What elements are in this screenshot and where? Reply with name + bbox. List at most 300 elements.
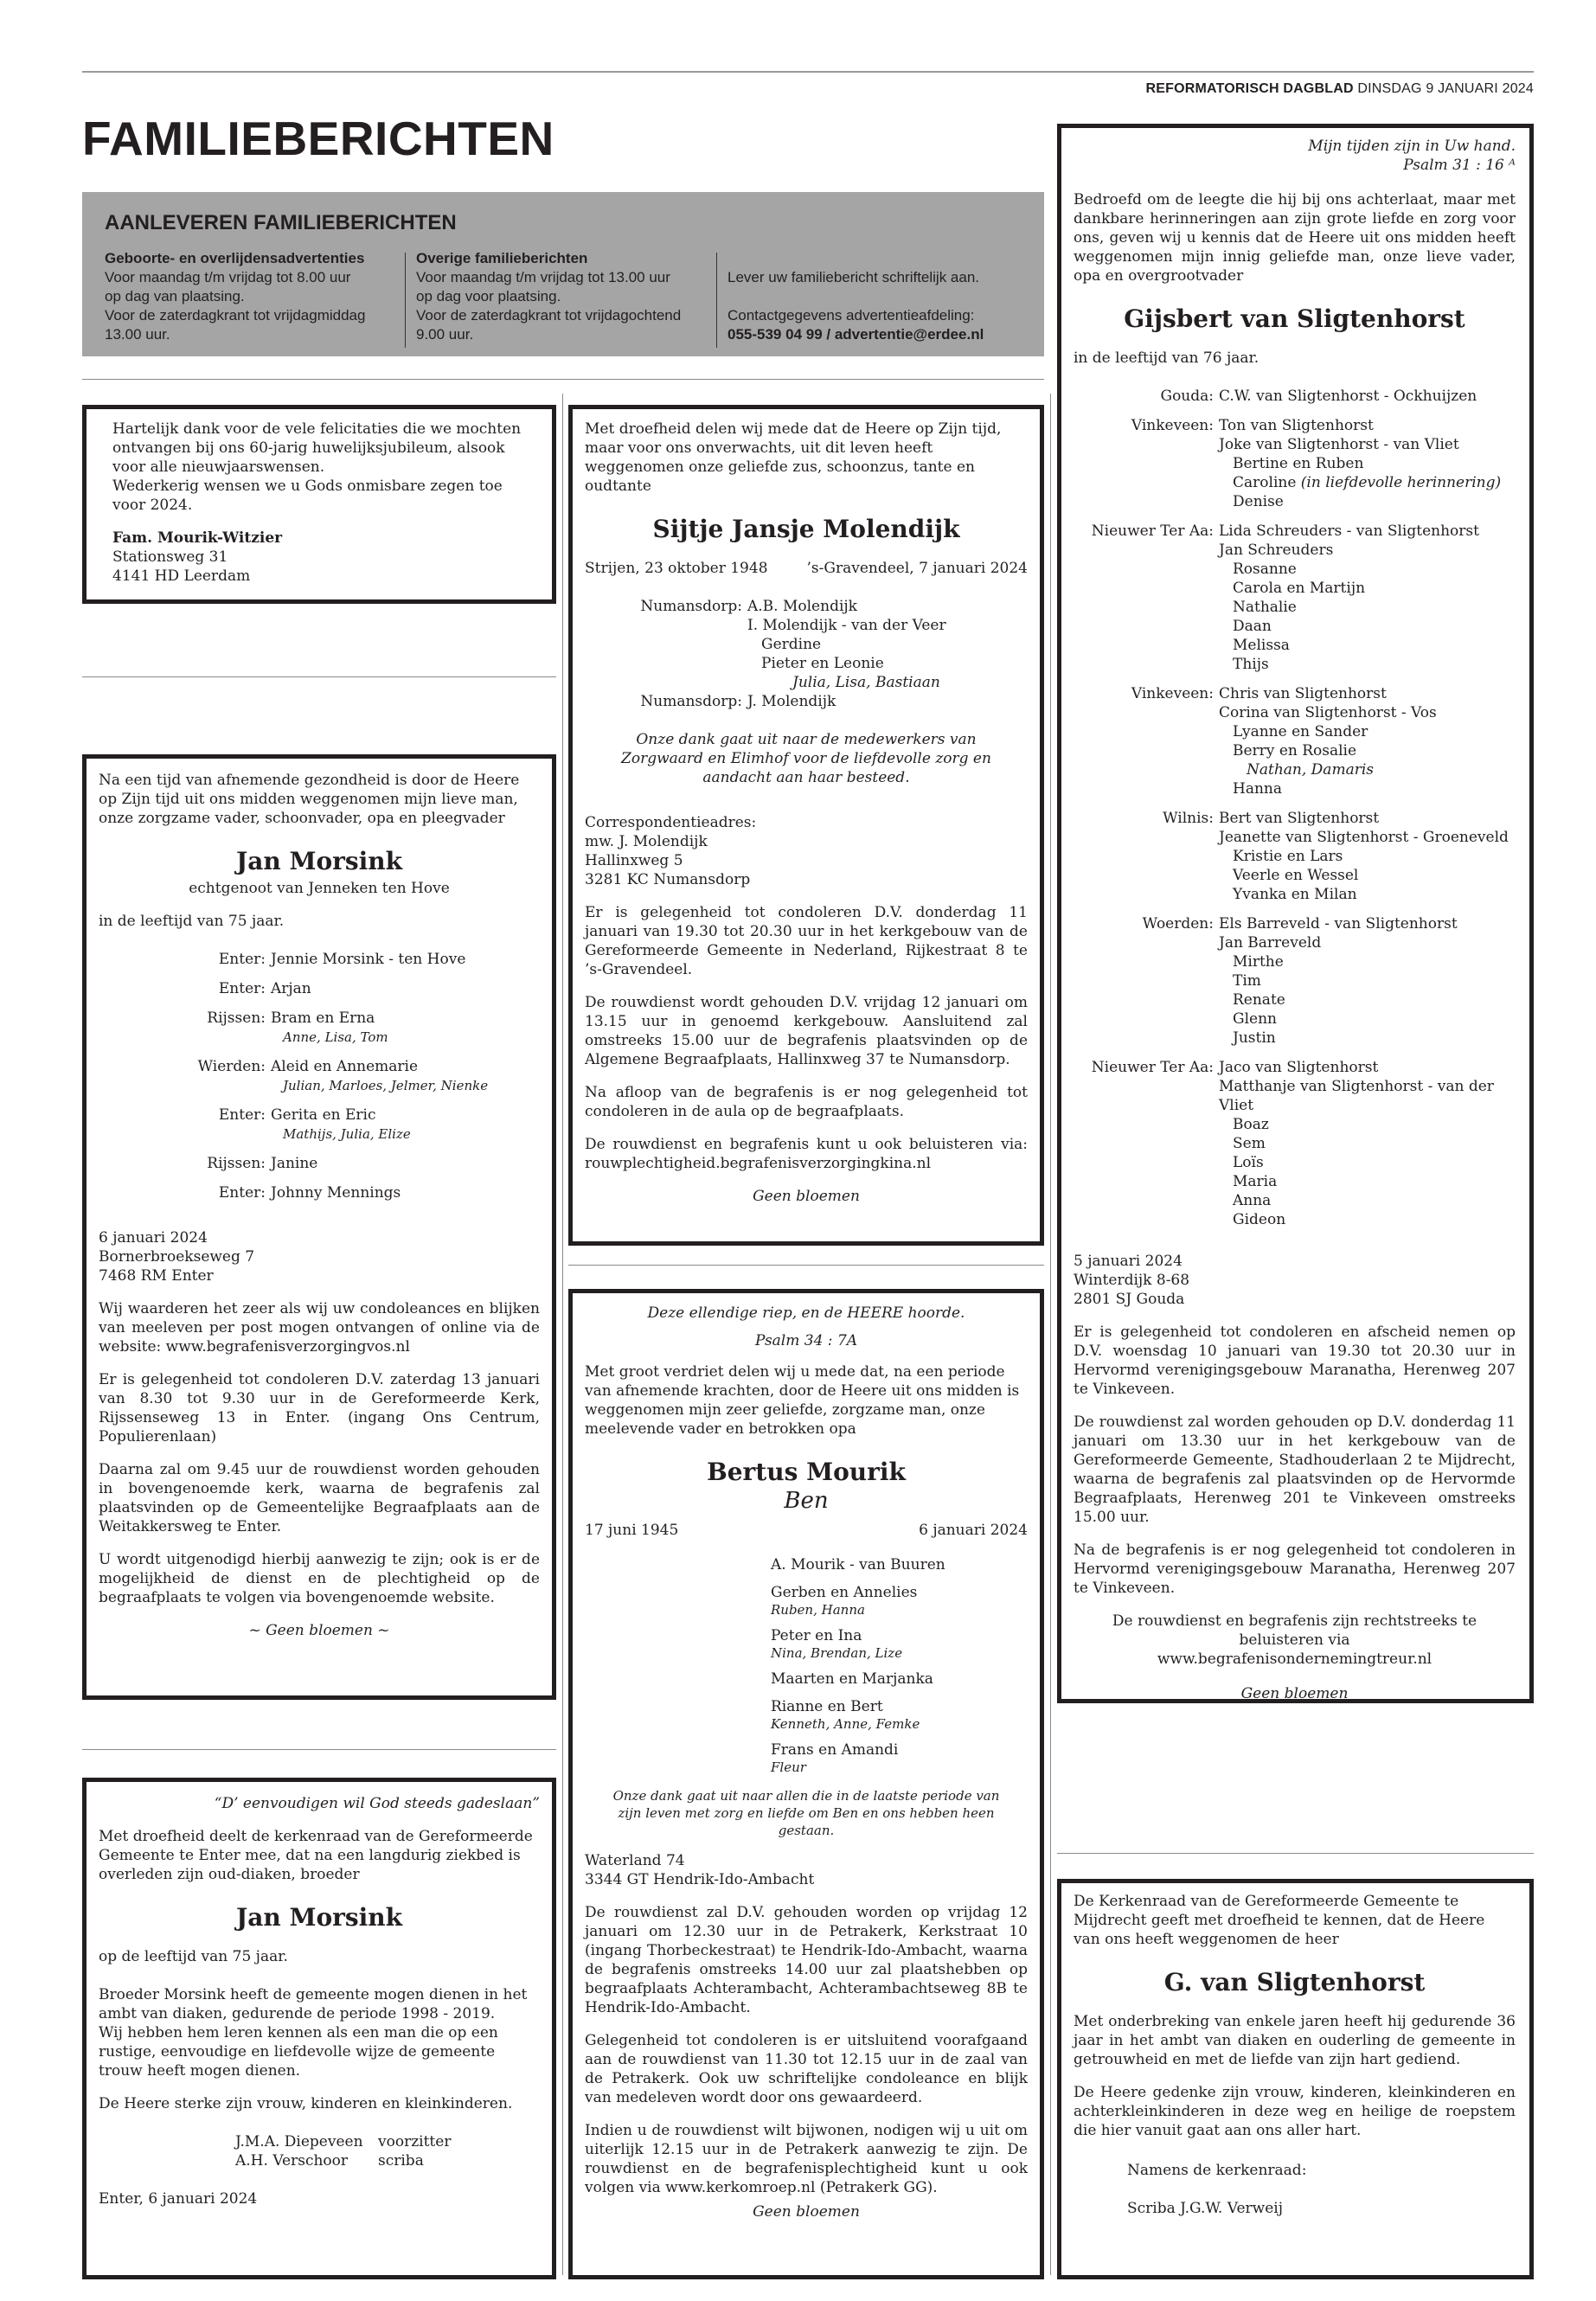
grandchildren: Julian, Marloes, Jelmer, Nienke xyxy=(283,1078,489,1093)
nickname: Ben xyxy=(784,1488,829,1514)
place xyxy=(585,673,747,692)
place xyxy=(1074,492,1219,511)
family-entry xyxy=(1074,541,1516,560)
place: Enter: xyxy=(218,1184,266,1202)
place xyxy=(1074,885,1219,904)
family-names xyxy=(271,950,540,969)
deceased-name: Bertus Mourik xyxy=(707,1458,906,1486)
place xyxy=(1074,598,1219,617)
place: Nieuwer Ter Aa: xyxy=(1091,522,1214,540)
grandchildren: Ruben, Hanna xyxy=(771,1602,865,1618)
family-entry xyxy=(1074,684,1516,703)
signature-intro: Namens de kerkenraad: xyxy=(1127,2162,1307,2179)
quote-reference: Psalm 34 : 7A xyxy=(754,1332,858,1349)
family-names: Loïs xyxy=(1233,1154,1264,1171)
family-names: Melissa xyxy=(1233,637,1290,654)
place xyxy=(1074,1153,1219,1172)
ad-text: Na afloop van de begrafenis is er nog gelegenheid tot condoleren in de aula op de begraafplaats. xyxy=(585,1084,1028,1120)
family-names: Denise xyxy=(1233,493,1284,510)
address-line: Winterdijk 8-68 xyxy=(1074,1272,1190,1289)
family-entry xyxy=(1074,492,1516,511)
family-entry xyxy=(1074,1172,1516,1191)
thanks-ad xyxy=(82,405,556,604)
separator xyxy=(82,1749,556,1750)
quote-reference: Psalm 31 : 16 ᴬ xyxy=(1403,157,1516,174)
family-names xyxy=(747,654,1028,673)
place xyxy=(1074,541,1219,560)
family-names: Nathan, Damaris xyxy=(1247,761,1374,779)
family-names: Sem xyxy=(1233,1135,1266,1152)
address-line: Bornerbroekseweg 7 xyxy=(99,1248,255,1266)
date: 6 januari 2024 xyxy=(99,1229,208,1247)
quote: Deze ellendige riep, en de HEERE hoorde. xyxy=(647,1304,965,1322)
family-entry xyxy=(1074,522,1516,541)
family-entry xyxy=(771,1740,1028,1775)
family-entry xyxy=(1074,722,1516,741)
family-names: Els Barreveld - van Sligtenhorst xyxy=(1219,915,1458,933)
family-entry xyxy=(1074,579,1516,598)
family-names xyxy=(271,1183,540,1202)
thanks-note: Onze dank gaat uit naar allen die in de laatste periode van zijn leven met zorg en liefde om Ben en ons hebben heen gestaan. xyxy=(612,1788,1000,1838)
family-names xyxy=(271,1009,540,1047)
family-names: Carola en Martijn xyxy=(1233,580,1366,597)
family-entry xyxy=(99,1106,540,1144)
family-entry xyxy=(585,635,1028,654)
deceased-name: Jan Morsink xyxy=(235,1903,403,1932)
family-names: Kristie en Lars xyxy=(1233,848,1343,865)
family-entry xyxy=(99,1057,540,1095)
family-entry xyxy=(99,979,540,998)
signature: Fam. Mourik-Witzier xyxy=(112,529,283,547)
ad-text: Na een tijd van afnemende gezondheid is door de Heere op Zijn tijd uit ons midden weggenomen mijn lieve man, onze zorgzame vader, schoonvader, opa en pleegvader xyxy=(99,772,520,827)
ad-text: De Kerkenraad van de Gereformeerde Gemeente te Mijdrecht geeft met droefheid te kennen, dat de Heere van ons heeft weggenomen de heer xyxy=(1074,1893,1485,1948)
website: www.begrafenisondernemingtreur.nl xyxy=(1157,1650,1433,1668)
family-names xyxy=(271,1106,540,1144)
place: Rijssen: xyxy=(207,1009,266,1027)
issue-date: DINSDAG 9 JANUARI 2024 xyxy=(1357,81,1534,96)
submission-info-box xyxy=(82,192,1044,356)
family-entry xyxy=(1074,454,1516,473)
death-date: 6 januari 2024 xyxy=(919,1522,1028,1539)
place xyxy=(1074,971,1219,990)
obituary-gijsbert-van-sligtenhorst xyxy=(1057,124,1534,1703)
grandchildren: Julia, Lisa, Bastiaan xyxy=(792,674,940,691)
ad-text: Er is gelegenheid tot condoleren D.V. donderdag 11 januari van 19.30 tot 20.30 uur in het kerkgebouw van de Gereformeerde Gemeente in Nederland, Rijkestraat 8 te ’s-Gravendeel. xyxy=(585,904,1028,978)
family-entry xyxy=(1074,866,1516,885)
no-flowers-note: Geen bloemen xyxy=(753,2203,860,2221)
family-entry xyxy=(1074,435,1516,454)
family-names: Rosanne xyxy=(1233,561,1297,578)
names: A. Mourik - van Buuren xyxy=(771,1556,945,1574)
family-entry xyxy=(1074,1134,1516,1153)
names: Gerben en Annelies xyxy=(771,1584,918,1601)
thanks-note: Onze dank gaat uit naar de medewerkers van Zorgwaard en Elimhof voor de liefdevolle zorg en aandacht aan haar besteed. xyxy=(621,731,991,786)
family-names: Anna xyxy=(1233,1192,1272,1209)
ad-text: Wij waarderen het zeer als wij uw condoleances en blijken van meeleven per post mogen ontvangen of online via de website: www.begrafenisverzorgingvos.nl xyxy=(99,1300,540,1356)
place: Enter: xyxy=(218,980,266,997)
ad-text: De Heere gedenke zijn vrouw, kinderen, kleinkinderen en achterkleinkinderen in deze weg en heilige de roepstem die hier vanuit gaat aan ons aller hart. xyxy=(1074,2084,1516,2139)
family-entry xyxy=(1074,617,1516,636)
family-entry xyxy=(1074,1153,1516,1172)
family-entry xyxy=(1074,1058,1516,1077)
col1-line: 13.00 uur. xyxy=(105,326,170,343)
names: Pieter en Leonie xyxy=(761,655,884,672)
family-names: Lida Schreuders - van Sligtenhorst xyxy=(1219,522,1479,540)
col2-line: 9.00 uur. xyxy=(416,326,474,343)
family-entry xyxy=(1074,741,1516,760)
church-notice-enter xyxy=(82,1778,556,2279)
place xyxy=(1074,636,1219,655)
family-names xyxy=(747,673,1028,692)
death-date: ’s-Gravendeel, 7 januari 2024 xyxy=(806,560,1028,577)
family-names: Berry en Rosalie xyxy=(1233,742,1357,760)
ad-text: De rouwdienst en begrafenis kunt u ook beluisteren via: rouwplechtigheid.begrafenisverzorgingkina.nl xyxy=(585,1136,1028,1172)
subtitle: echtgenoot van Jenneken ten Hove xyxy=(189,880,450,897)
place xyxy=(1074,828,1219,847)
family-entry xyxy=(1074,1077,1516,1115)
family-entry xyxy=(1074,914,1516,933)
ad-text: Met droefheid delen wij mede dat de Heere op Zijn tijd, maar voor ons onverwachts, uit dit leven heeft weggenomen onze geliefde zus, schoonzus, tante en oudtante xyxy=(585,420,1002,495)
separator xyxy=(1057,1853,1534,1854)
family-names: Matthanje van Sligtenhorst - van der Vliet xyxy=(1219,1078,1494,1114)
names: Arjan xyxy=(271,980,311,997)
submission-col-birth-death xyxy=(105,249,403,344)
family-entry xyxy=(585,673,1028,692)
grandchildren: Anne, Lisa, Tom xyxy=(283,1029,388,1045)
date: Enter, 6 januari 2024 xyxy=(99,2190,258,2208)
names: Jennie Morsink - ten Hove xyxy=(271,951,466,968)
family-entry xyxy=(1074,990,1516,1009)
separator xyxy=(568,1265,1044,1266)
place: Enter: xyxy=(218,951,266,968)
ad-text: De Heere sterke zijn vrouw, kinderen en kleinkinderen. xyxy=(99,2095,513,2112)
deceased-name: G. van Sligtenhorst xyxy=(1163,1968,1426,1997)
family-entry xyxy=(585,616,1028,635)
family-names xyxy=(747,597,1028,616)
family-names: Hanna xyxy=(1233,780,1282,798)
place: Nieuwer Ter Aa: xyxy=(1091,1059,1214,1076)
family-names: Jeanette van Sligtenhorst - Groeneveld xyxy=(1219,829,1509,846)
place: Gouda: xyxy=(1160,388,1214,405)
submission-heading: AANLEVEREN FAMILIEBERICHTEN xyxy=(105,211,457,234)
family-entry xyxy=(1074,416,1516,435)
family-entry xyxy=(1074,828,1516,847)
deceased-name: Gijsbert van Sligtenhorst xyxy=(1124,304,1465,333)
place: Woerden: xyxy=(1142,915,1214,933)
family-list xyxy=(585,597,1028,711)
birth-date: 17 juni 1945 xyxy=(585,1522,679,1539)
signer-name: J.M.A. Diepeveen xyxy=(235,2133,363,2150)
deceased-name: Sijtje Jansje Molendijk xyxy=(652,515,960,543)
family-names: Thijs xyxy=(1233,656,1269,673)
place xyxy=(1074,1134,1219,1153)
quote: Mijn tijden zijn in Uw hand. xyxy=(1308,138,1516,155)
names: Aleid en Annemarie xyxy=(271,1058,419,1075)
age: in de leeftijd van 76 jaar. xyxy=(1074,349,1259,367)
family-entry xyxy=(99,950,540,969)
family-entry xyxy=(1074,760,1516,779)
grandchildren: Mathijs, Julia, Elize xyxy=(283,1126,411,1142)
family-list xyxy=(99,950,540,1202)
family-names: Lyanne en Sander xyxy=(1233,723,1368,740)
address-line: mw. J. Molendijk xyxy=(585,833,708,850)
family-entry xyxy=(585,597,1028,616)
family-entry xyxy=(1074,1115,1516,1134)
column-rule xyxy=(562,394,563,2275)
family-entry xyxy=(1074,1029,1516,1048)
place: Wilnis: xyxy=(1163,810,1214,827)
no-flowers-note: Geen bloemen xyxy=(1240,1685,1349,1702)
family-names xyxy=(747,635,1028,654)
address-line: Stationsweg 31 xyxy=(112,548,228,566)
birth-date: Strijen, 23 oktober 1948 xyxy=(585,560,768,577)
signature: Scriba J.G.W. Verweij xyxy=(1127,2200,1283,2217)
family-names: Bert van Sligtenhorst xyxy=(1219,810,1380,827)
family-entry xyxy=(771,1626,1028,1661)
family-names: Jan Barreveld xyxy=(1219,934,1322,952)
place: Vinkeveen: xyxy=(1131,417,1214,434)
family-entry xyxy=(1074,1009,1516,1029)
place xyxy=(1074,1115,1219,1134)
names: Gerita en Eric xyxy=(271,1106,376,1124)
family-entry xyxy=(1074,933,1516,952)
col3-line: Contactgegevens advertentieafdeling: xyxy=(727,307,975,324)
ad-text: Er is gelegenheid tot condoleren D.V. zaterdag 13 januari van 8.30 tot 9.30 uur in de Gereformeerde Kerk, Rijssenseweg 13 in Enter. (ingang Ons Centrum, Populierenlaan) xyxy=(99,1371,540,1445)
names: Janine xyxy=(271,1155,318,1172)
no-flowers-note: ~ Geen bloemen ~ xyxy=(248,1622,390,1639)
col1-title: Geboorte- en overlijdensadvertenties xyxy=(105,250,365,266)
family-names: Bertine en Ruben xyxy=(1233,455,1364,472)
ad-text: De rouwdienst zal D.V. gehouden worden op vrijdag 12 januari om 12.30 uur in de Petrakerk, Kerkstraat 10 (ingang Thorbeckestraat) te Hendrik-Ido-Ambacht, waarna de begrafenis omstreeks 14.00 uur zal plaatshebben op begraafplaats Achterambacht, Achterambachtseweg 8B te Hendrik-Ido-Ambacht. xyxy=(585,1904,1028,2016)
family-entry xyxy=(1074,473,1516,492)
family-entry xyxy=(1074,971,1516,990)
family-entry xyxy=(1074,779,1516,798)
names: A.B. Molendijk xyxy=(747,598,857,615)
family-entry xyxy=(99,1183,540,1202)
family-entry xyxy=(1074,703,1516,722)
separator xyxy=(82,676,556,677)
obituary-molendijk xyxy=(568,405,1044,1246)
place xyxy=(1074,703,1219,722)
family-list xyxy=(1074,387,1516,1229)
place xyxy=(1074,617,1219,636)
family-entry xyxy=(1074,952,1516,971)
names: Maarten en Marjanka xyxy=(771,1670,933,1688)
place xyxy=(1074,760,1219,779)
family-names: Gideon xyxy=(1233,1211,1286,1228)
family-entry xyxy=(771,1697,1028,1732)
family-names: Tim xyxy=(1233,972,1261,990)
signer-role: scriba xyxy=(378,2152,424,2170)
family-names: Justin xyxy=(1233,1029,1276,1047)
family-names: Caroline (in liefdevolle herinnering) xyxy=(1233,474,1502,491)
family-names xyxy=(271,979,540,998)
family-names: Boaz xyxy=(1233,1116,1269,1133)
col3-line: Lever uw familiebericht schriftelijk aan. xyxy=(727,269,980,285)
signature-line xyxy=(99,2151,540,2170)
signature-line xyxy=(99,2132,540,2151)
family-entry xyxy=(99,1009,540,1047)
names: Johnny Mennings xyxy=(271,1184,401,1202)
place xyxy=(1074,1009,1219,1029)
family-names: Veerle en Wessel xyxy=(1233,867,1359,884)
place xyxy=(1074,722,1219,741)
ad-text: Daarna zal om 9.45 uur de rouwdienst worden gehouden in bovengenoemde kerk, waarna de begrafenis zal plaatsvinden op de Gemeentelijke Begraafplaats aan de Weitakkersweg te Enter. xyxy=(99,1461,540,1535)
place: Enter: xyxy=(218,1106,266,1124)
family-names xyxy=(271,1154,540,1173)
family-names: C.W. van Sligtenhorst - Ockhuijzen xyxy=(1219,388,1477,405)
col2-line: Voor de zaterdagkrant tot vrijdagochtend xyxy=(416,307,682,324)
place xyxy=(1074,866,1219,885)
address-line: 2801 SJ Gouda xyxy=(1074,1291,1185,1308)
place xyxy=(1074,1191,1219,1210)
names: J. Molendijk xyxy=(747,693,836,710)
ad-text: Indien u de rouwdienst wilt bijwonen, nodigen wij u uit om uiterlijk 12.15 uur in de Petrakerk aanwezig te zijn. De rouwdienst en de begrafenisplechtigheid kunt u ook volgen via www.kerkomroep.nl (Petrakerk GG). xyxy=(585,2122,1028,2196)
place xyxy=(1074,952,1219,971)
place: Numansdorp: xyxy=(640,693,742,710)
family-entry xyxy=(585,692,1028,711)
quote: “D’ eenvoudigen wil God steeds gadeslaan” xyxy=(214,1795,540,1812)
paper-name: REFORMATORISCH DAGBLAD xyxy=(1145,81,1354,96)
ad-text: Gelegenheid tot condoleren is er uitsluitend voorafgaand aan de rouwdienst van 11.30 tot 12.15 uur in de zaal van de Petrakerk. Ook uw schriftelijke condoleance en blijk van medeleven wordt door ons gewaardeerd. xyxy=(585,2032,1028,2106)
place xyxy=(1074,847,1219,866)
contact-details: 055-539 04 99 / advertentie@erdee.nl xyxy=(727,326,984,343)
deceased-name: Jan Morsink xyxy=(235,847,403,875)
family-names xyxy=(747,692,1028,711)
life-dates xyxy=(585,559,1028,578)
address-line: 3281 KC Numansdorp xyxy=(585,871,751,888)
family-names: Yvanka en Milan xyxy=(1233,886,1357,903)
family-names: Glenn xyxy=(1233,1010,1277,1028)
family-names: Renate xyxy=(1233,991,1285,1009)
ad-text: Wederkerig wensen we u Gods onmisbare zegen toe voor 2024. xyxy=(112,478,503,514)
place xyxy=(1074,741,1219,760)
place xyxy=(585,635,747,654)
col2-line: Voor maandag t/m vrijdag tot 13.00 uur xyxy=(416,269,670,285)
ad-text: Hartelijk dank voor de vele felicitaties die we mochten ontvangen bij ons 60-jarig huwelijksjubileum, alsook voor alle nieuwjaarswensen. xyxy=(112,420,522,476)
address-line: Waterland 74 xyxy=(585,1852,685,1869)
family-entry xyxy=(1074,598,1516,617)
place xyxy=(1074,560,1219,579)
family-entry xyxy=(1074,1210,1516,1229)
family-names: Jan Schreuders xyxy=(1219,542,1334,559)
column-divider xyxy=(716,253,717,348)
family-entry xyxy=(771,1555,1028,1574)
address-line: 4141 HD Leerdam xyxy=(112,567,251,585)
family-names: Mirthe xyxy=(1233,953,1284,971)
ad-text: Met droefheid deelt de kerkenraad van de Gereformeerde Gemeente te Enter mee, dat na een langdurig ziekbed is overleden zijn oud-diaken, broeder xyxy=(99,1828,533,1883)
place xyxy=(1074,1210,1219,1229)
ad-text: Met onderbreking van enkele jaren heeft hij gedurende 36 jaar in het ambt van diaken en ouderling de gemeente in getrouwheid en met de liefde van zijn hart gediend. xyxy=(1074,2013,1516,2068)
place xyxy=(1074,1077,1219,1115)
place: Numansdorp: xyxy=(640,598,742,615)
life-dates xyxy=(585,1521,1028,1540)
family-names: Ton van Sligtenhorst xyxy=(1219,417,1374,434)
obituary-bertus-mourik xyxy=(568,1289,1044,2279)
church-notice-mijdrecht xyxy=(1057,1879,1534,2279)
col1-line: Voor maandag t/m vrijdag tot 8.00 uur xyxy=(105,269,351,285)
signer-name: A.H. Verschoor xyxy=(235,2152,349,2170)
age: op de leeftijd van 75 jaar. xyxy=(99,1948,288,1965)
age: in de leeftijd van 75 jaar. xyxy=(99,913,285,930)
family-entry xyxy=(1074,636,1516,655)
family-entry xyxy=(1074,560,1516,579)
ad-text: Wij hebben hem leren kennen als een man die op een rustige, eenvoudige en liefdevolle wijze de gemeente trouw heeft mogen dienen. xyxy=(99,2024,498,2080)
place xyxy=(1074,435,1219,454)
family-names: Joke van Sligtenhorst - van Vliet xyxy=(1219,436,1459,453)
place xyxy=(1074,933,1219,952)
address-line: Hallinxweg 5 xyxy=(585,852,683,869)
place xyxy=(585,654,747,673)
signer-role: voorzitter xyxy=(378,2133,452,2150)
no-flowers-note: Geen bloemen xyxy=(753,1188,860,1205)
col2-title: Overige familieberichten xyxy=(416,250,588,266)
names: Bram en Erna xyxy=(271,1009,375,1027)
names: Rianne en Bert xyxy=(771,1698,883,1715)
ad-text: Er is gelegenheid tot condoleren en afscheid nemen op D.V. woensdag 10 januari van 19.30 tot 20.30 uur in Hervormd verenigingsgebouw Maranatha, Herenweg 207 te Vinkeveen. xyxy=(1074,1324,1516,1398)
page-title: FAMILIEBERICHTEN xyxy=(82,112,554,165)
place xyxy=(1074,454,1219,473)
place xyxy=(1074,473,1219,492)
family-names: Nathalie xyxy=(1233,599,1297,616)
col1-line: Voor de zaterdagkrant tot vrijdagmiddag xyxy=(105,307,366,324)
submission-col-other xyxy=(416,249,736,344)
place xyxy=(1074,779,1219,798)
family-entry xyxy=(1074,809,1516,828)
address-line: 3344 GT Hendrik-Ido-Ambacht xyxy=(585,1871,815,1888)
header-rule xyxy=(82,71,1534,73)
page-header xyxy=(1146,81,1535,97)
place xyxy=(1074,1172,1219,1191)
family-names: Chris van Sligtenhorst xyxy=(1219,685,1387,702)
family-entry xyxy=(771,1583,1028,1618)
separator xyxy=(82,379,1044,380)
names: Peter en Ina xyxy=(771,1627,862,1644)
place: Vinkeveen: xyxy=(1131,685,1214,702)
date: 5 januari 2024 xyxy=(1074,1253,1183,1270)
family-list xyxy=(585,1555,1028,1775)
ad-text: U wordt uitgenodigd hierbij aanwezig te zijn; ook is er de mogelijkheid de dienst en de plechtigheid op de begraafplaats te volgen via bovengenoemde website. xyxy=(99,1551,540,1606)
obituary-jan-morsink xyxy=(82,754,556,1700)
column-divider xyxy=(405,253,406,348)
family-names: Jaco van Sligtenhorst xyxy=(1219,1059,1379,1076)
grandchildren: Kenneth, Anne, Femke xyxy=(771,1716,920,1732)
ad-text: De rouwdienst wordt gehouden D.V. vrijdag 12 januari om 13.15 uur in genoemd kerkgebouw. Aansluitend zal omstreeks 15.00 uur de begrafenis plaatsvinden op de Algemene Begraafplaats, Hallinxweg 37 te Numansdorp. xyxy=(585,994,1028,1068)
ad-text: De rouwdienst en begrafenis zijn rechtstreeks te beluisteren via xyxy=(1112,1612,1477,1649)
ad-text: Met groot verdriet delen wij u mede dat, na een periode van afnemende krachten, door de Heere uit ons midden is weggenomen mijn zeer geliefde, zorgzame man, onze meelevende vader en betrokken opa xyxy=(585,1363,1020,1438)
place xyxy=(585,616,747,635)
address-line: 7468 RM Enter xyxy=(99,1267,214,1285)
family-entry xyxy=(1074,847,1516,866)
family-names xyxy=(747,616,1028,635)
family-names: Corina van Sligtenhorst - Vos xyxy=(1219,704,1437,721)
names: Gerdine xyxy=(761,636,822,653)
col1-line: op dag van plaatsing. xyxy=(105,288,245,304)
family-entry xyxy=(1074,655,1516,674)
names: Frans en Amandi xyxy=(771,1741,899,1759)
family-entry xyxy=(99,1154,540,1173)
ad-text: De rouwdienst zal worden gehouden op D.V. donderdag 11 januari om 13.30 uur in het kerkgebouw van de Gereformeerde Gemeente, Stadhouderlaan 2 te Mijdrecht, waarna de begrafenis zal plaatsvinden op de Hervormde Begraafplaats, Herenweg 201 te Vinkeveen omstreeks 15.00 uur. xyxy=(1074,1413,1516,1526)
place: Rijssen: xyxy=(207,1155,266,1172)
place xyxy=(1074,990,1219,1009)
ad-text: Broeder Morsink heeft de gemeente mogen dienen in het ambt van diaken, gedurende de periode 1998 - 2019. xyxy=(99,1986,528,2022)
place: Wierden: xyxy=(197,1058,266,1075)
submission-col-contact xyxy=(727,268,1039,344)
col2-line: op dag voor plaatsing. xyxy=(416,288,561,304)
names: I. Molendijk - van der Veer xyxy=(747,617,946,634)
family-entry xyxy=(1074,1191,1516,1210)
place xyxy=(1074,1029,1219,1048)
